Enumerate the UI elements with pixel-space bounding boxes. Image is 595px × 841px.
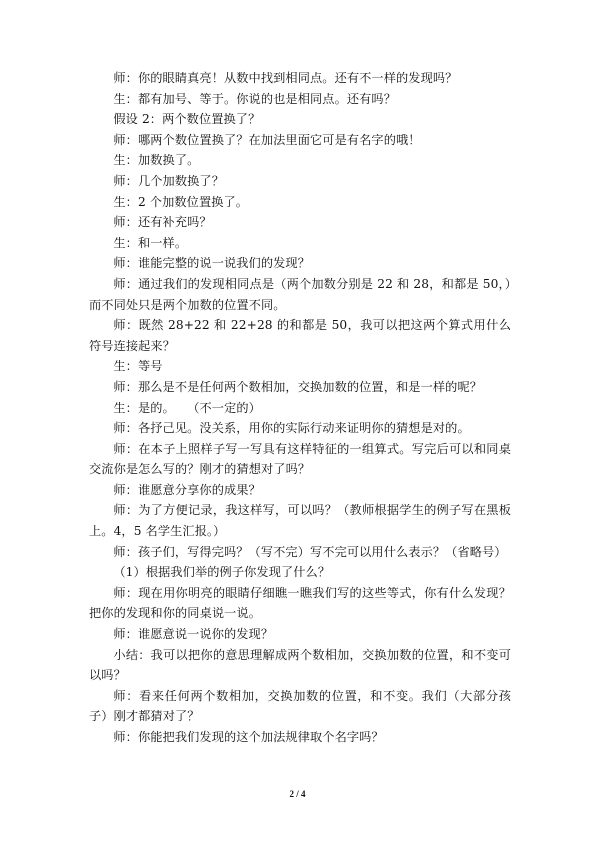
paragraph: 师：现在用你明亮的眼睛仔细瞧一瞧我们写的这些等式，你有什么发现？把你的发现和你的同桌说一说。 — [89, 585, 511, 621]
paragraph: 生：加数换了。 — [113, 153, 200, 168]
paragraph: 师：你的眼睛真亮！从数中找到相同点。还有不一样的发现吗？ — [113, 71, 458, 85]
paragraph: 师：你能把我们发现的这个加法规律取个名字吗？ — [113, 730, 384, 744]
paragraph: 师：看来任何两个数相加，交换加数的位置，和不变。我们（大部分孩子）刚才都猜对了？ — [89, 688, 511, 724]
paragraph: 师：谁能完整的说一说我们的发现？ — [113, 256, 310, 271]
paragraph: 师：通过我们的发现相同点是（两个加数分别是 22 和 28，和都是 50，）而不同处只是两个加数的位置不同。 — [89, 276, 511, 312]
paragraph: 师：几个加数换了？ — [113, 173, 224, 188]
paragraph: 师：那么是不是任何两个数相加，交换加数的位置，和是一样的呢？ — [113, 379, 483, 394]
paragraph: 生：是的。 （不一定的） — [113, 400, 261, 415]
paragraph: 师：还有补充吗？ — [113, 215, 212, 230]
document-body — [89, 68, 511, 748]
paragraph: 师：既然 28+22 和 22+28 的和都是 50，我可以把这两个算式用什么符号连接起来？ — [89, 318, 511, 353]
paragraph: 师：孩子们，写得完吗？（写不完）写不完可以用什么表示？（省略号） — [113, 544, 507, 559]
paragraph: 师：谁愿意说一说你的发现？ — [113, 627, 274, 642]
paragraph: 生：等号 — [113, 359, 163, 374]
paragraph: 小结：我可以把你的意思理解成两个数相加，交换加数的位置，和不变可以吗？ — [89, 647, 511, 683]
paragraph: 师：各抒己见。没关系，用你的实际行动来证明你的猜想是对的。 — [113, 421, 470, 436]
paragraph: 师：为了方便记录，我这样写，可以吗？（教师根据学生的例子写在黑板上。4，5 名学生汇报。） — [89, 503, 511, 539]
paragraph: 生：2 个加数位置换了。 — [113, 194, 249, 209]
paragraph: 假设 2：两个数位置换了？ — [113, 112, 261, 127]
paragraph: 师：哪两个数位置换了？在加法里面它可是有名字的哦！ — [113, 132, 421, 147]
paragraph: 生：和一样。 — [113, 235, 188, 250]
paragraph: 师：在本子上照样子写一写具有这样特征的一组算式。写完后可以和同桌交流你是怎么写的？刚才的猜想对了吗？ — [89, 441, 511, 477]
paragraph: （1）根据我们举的例子你发现了什么？ — [113, 565, 331, 580]
paragraph: 生：都有加号、等于。你说的也是相同点。还有吗？ — [113, 91, 397, 106]
paragraph: 师：谁愿意分享你的成果？ — [113, 482, 261, 497]
page-number: 2 / 4 — [289, 789, 306, 799]
